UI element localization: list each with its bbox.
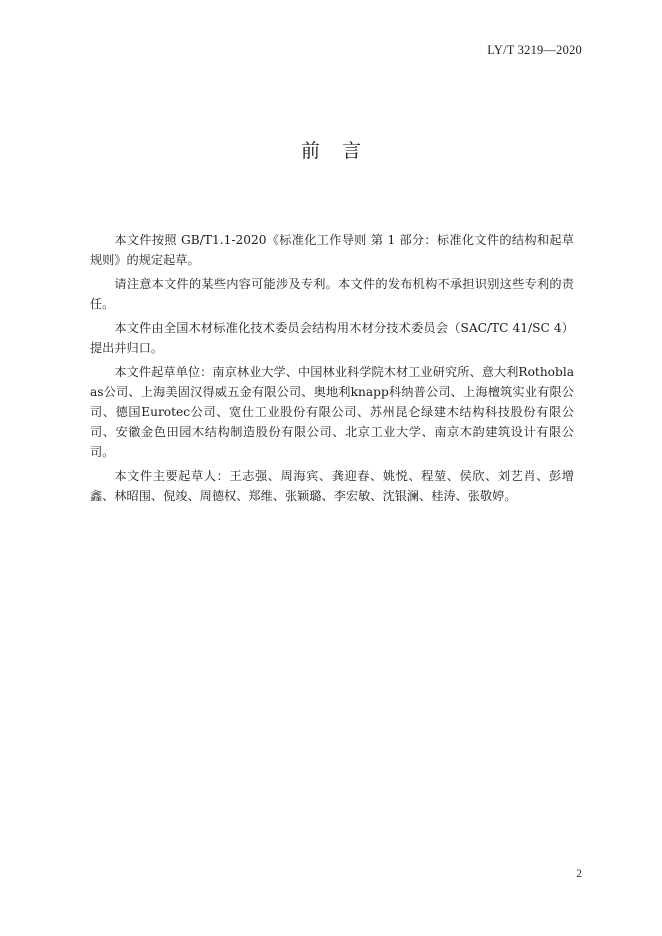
page-title: 前言 — [300, 140, 383, 162]
paragraph-patent-notice: 请注意本文件的某些内容可能涉及专利。本文件的发布机构不承担识别这些专利的责任。 — [90, 277, 574, 311]
standard-code: LY/T 3219—2020 — [487, 43, 582, 57]
paragraph-drafters: 本文件主要起草人：王志强、周海宾、龚迎春、姚悦、程堃、侯欣、刘艺肖、彭增鑫、林昭围、倪竣、周德权、郑维、张颖璐、李宏敏、沈银澜、桂涛、张敬婷。 — [90, 469, 574, 503]
paragraph-proposer: 本文件由全国木材标准化技术委员会结构用木材分技术委员会（SAC/TC 41/SC 4）提出并归口。 — [90, 321, 574, 355]
paragraph-drafting-units: 本文件起草单位：南京林业大学、中国林业科学院木材工业研究所、意大利Rothoblaas公司、上海美固汉得威五金有限公司、奥地利knapp科纳普公司、上海檀筑实业有限公司、德国Eurotec公司、宽仕工业股份有限公司、苏州昆仑绿建木结构科技股份有限公司、安徽金色田园木结构制造股份有限公司、北京工业大学、南京木韵建筑设计有限公司。 — [90, 365, 574, 459]
page-number: 2 — [576, 868, 582, 880]
paragraph-drafting-rules: 本文件按照 GB/T1.1-2020《标准化工作导则 第 1 部分：标准化文件的结构和起草规则》的规定起草。 — [90, 233, 574, 267]
foreword-body — [90, 230, 574, 510]
